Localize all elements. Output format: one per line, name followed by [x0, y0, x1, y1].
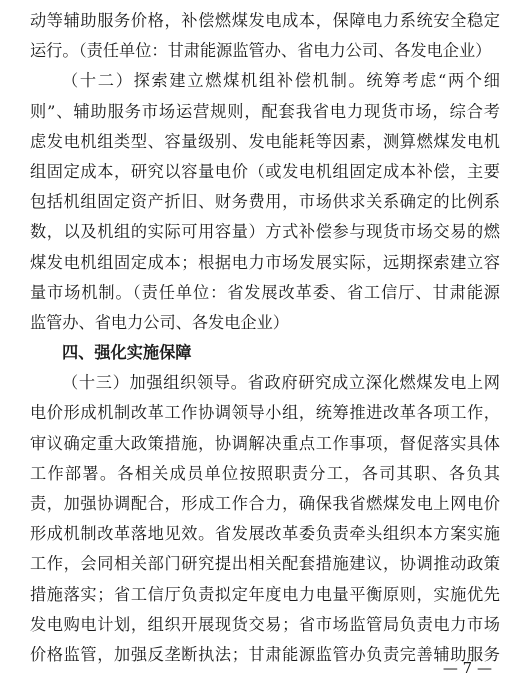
paragraph-12-line-3: 虑发电机组类型、容量级别、发电能耗等因素，测算燃煤发电机: [30, 131, 500, 151]
paragraph-13-line-7: 工作，会同相关部门研究提出相关配套措施建议，协调推动政策: [30, 554, 500, 574]
paragraph-13-line-4: 工作部署。各相关成员单位按照职责分工，各司其职、各负其: [30, 463, 500, 483]
document-page: [30, 6, 500, 670]
paragraph-13-line-5: 责，加强协调配合，形成工作合力，确保我省燃煤发电上网电价: [30, 494, 500, 513]
paragraph-12-line-9: 监管办、省电力公司、各发电企业）: [30, 312, 289, 332]
body-line-1: 动等辅助服务价格，补偿燃煤发电成本，保障电力系统安全稳定: [30, 11, 500, 30]
page-number: — 7 —: [442, 659, 492, 677]
paragraph-12-line-5: 包括机组固定资产折旧、财务费用，市场供求关系确定的比例系: [30, 192, 500, 212]
paragraph-13-line-6: 形成机制改革落地见效。省发展改革委负责牵头组织本方案实施: [30, 524, 500, 544]
paragraph-12-line-2: 则”、辅助服务市场运营规则，配套我省电力现货市场，综合考: [30, 101, 500, 121]
paragraph-13-line-2: 电价形成机制改革工作协调领导小组，统筹推进改革各项工作，: [30, 403, 500, 423]
paragraph-12-line-7: 煤发电机组固定成本；根据电力市场发展实际，远期探索建立容: [30, 252, 500, 272]
paragraph-12-line-6: 数，以及机组的实际可用容量）方式补偿参与现货市场交易的燃: [30, 222, 500, 242]
body-line-2: 运行。（责任单位：甘肃能源监管办、省电力公司、各发电企业）: [30, 41, 492, 61]
paragraph-12-line-4: 组固定成本，研究以容量电价（或发电机组固定成本补偿，主要: [30, 161, 500, 181]
section-heading-4: 四、强化实施保障: [62, 343, 192, 363]
paragraph-13-line-8: 措施落实；省工信厅负责拟定年度电力电量平衡原则，实施优先: [30, 584, 500, 604]
paragraph-13-line-3: 审议确定重大政策措施，协调解决重点工作事项，督促落实具体: [30, 433, 500, 453]
paragraph-12-line-8: 量市场机制。（责任单位：省发展改革委、省工信厅、甘肃能源: [30, 282, 500, 302]
paragraph-13-line-1: （十三）加强组织领导。省政府研究成立深化燃煤发电上网: [62, 373, 500, 393]
paragraph-13-line-10: 价格监管，加强反垄断执法；甘肃能源监管办负责完善辅助服务: [30, 644, 500, 664]
paragraph-13-line-9: 发电购电计划，组织开展现货交易；省市场监管局负责电力市场: [30, 614, 500, 634]
paragraph-12-line-1: （十二）探索建立燃煤机组补偿机制。统筹考虑“两个细: [62, 71, 500, 91]
